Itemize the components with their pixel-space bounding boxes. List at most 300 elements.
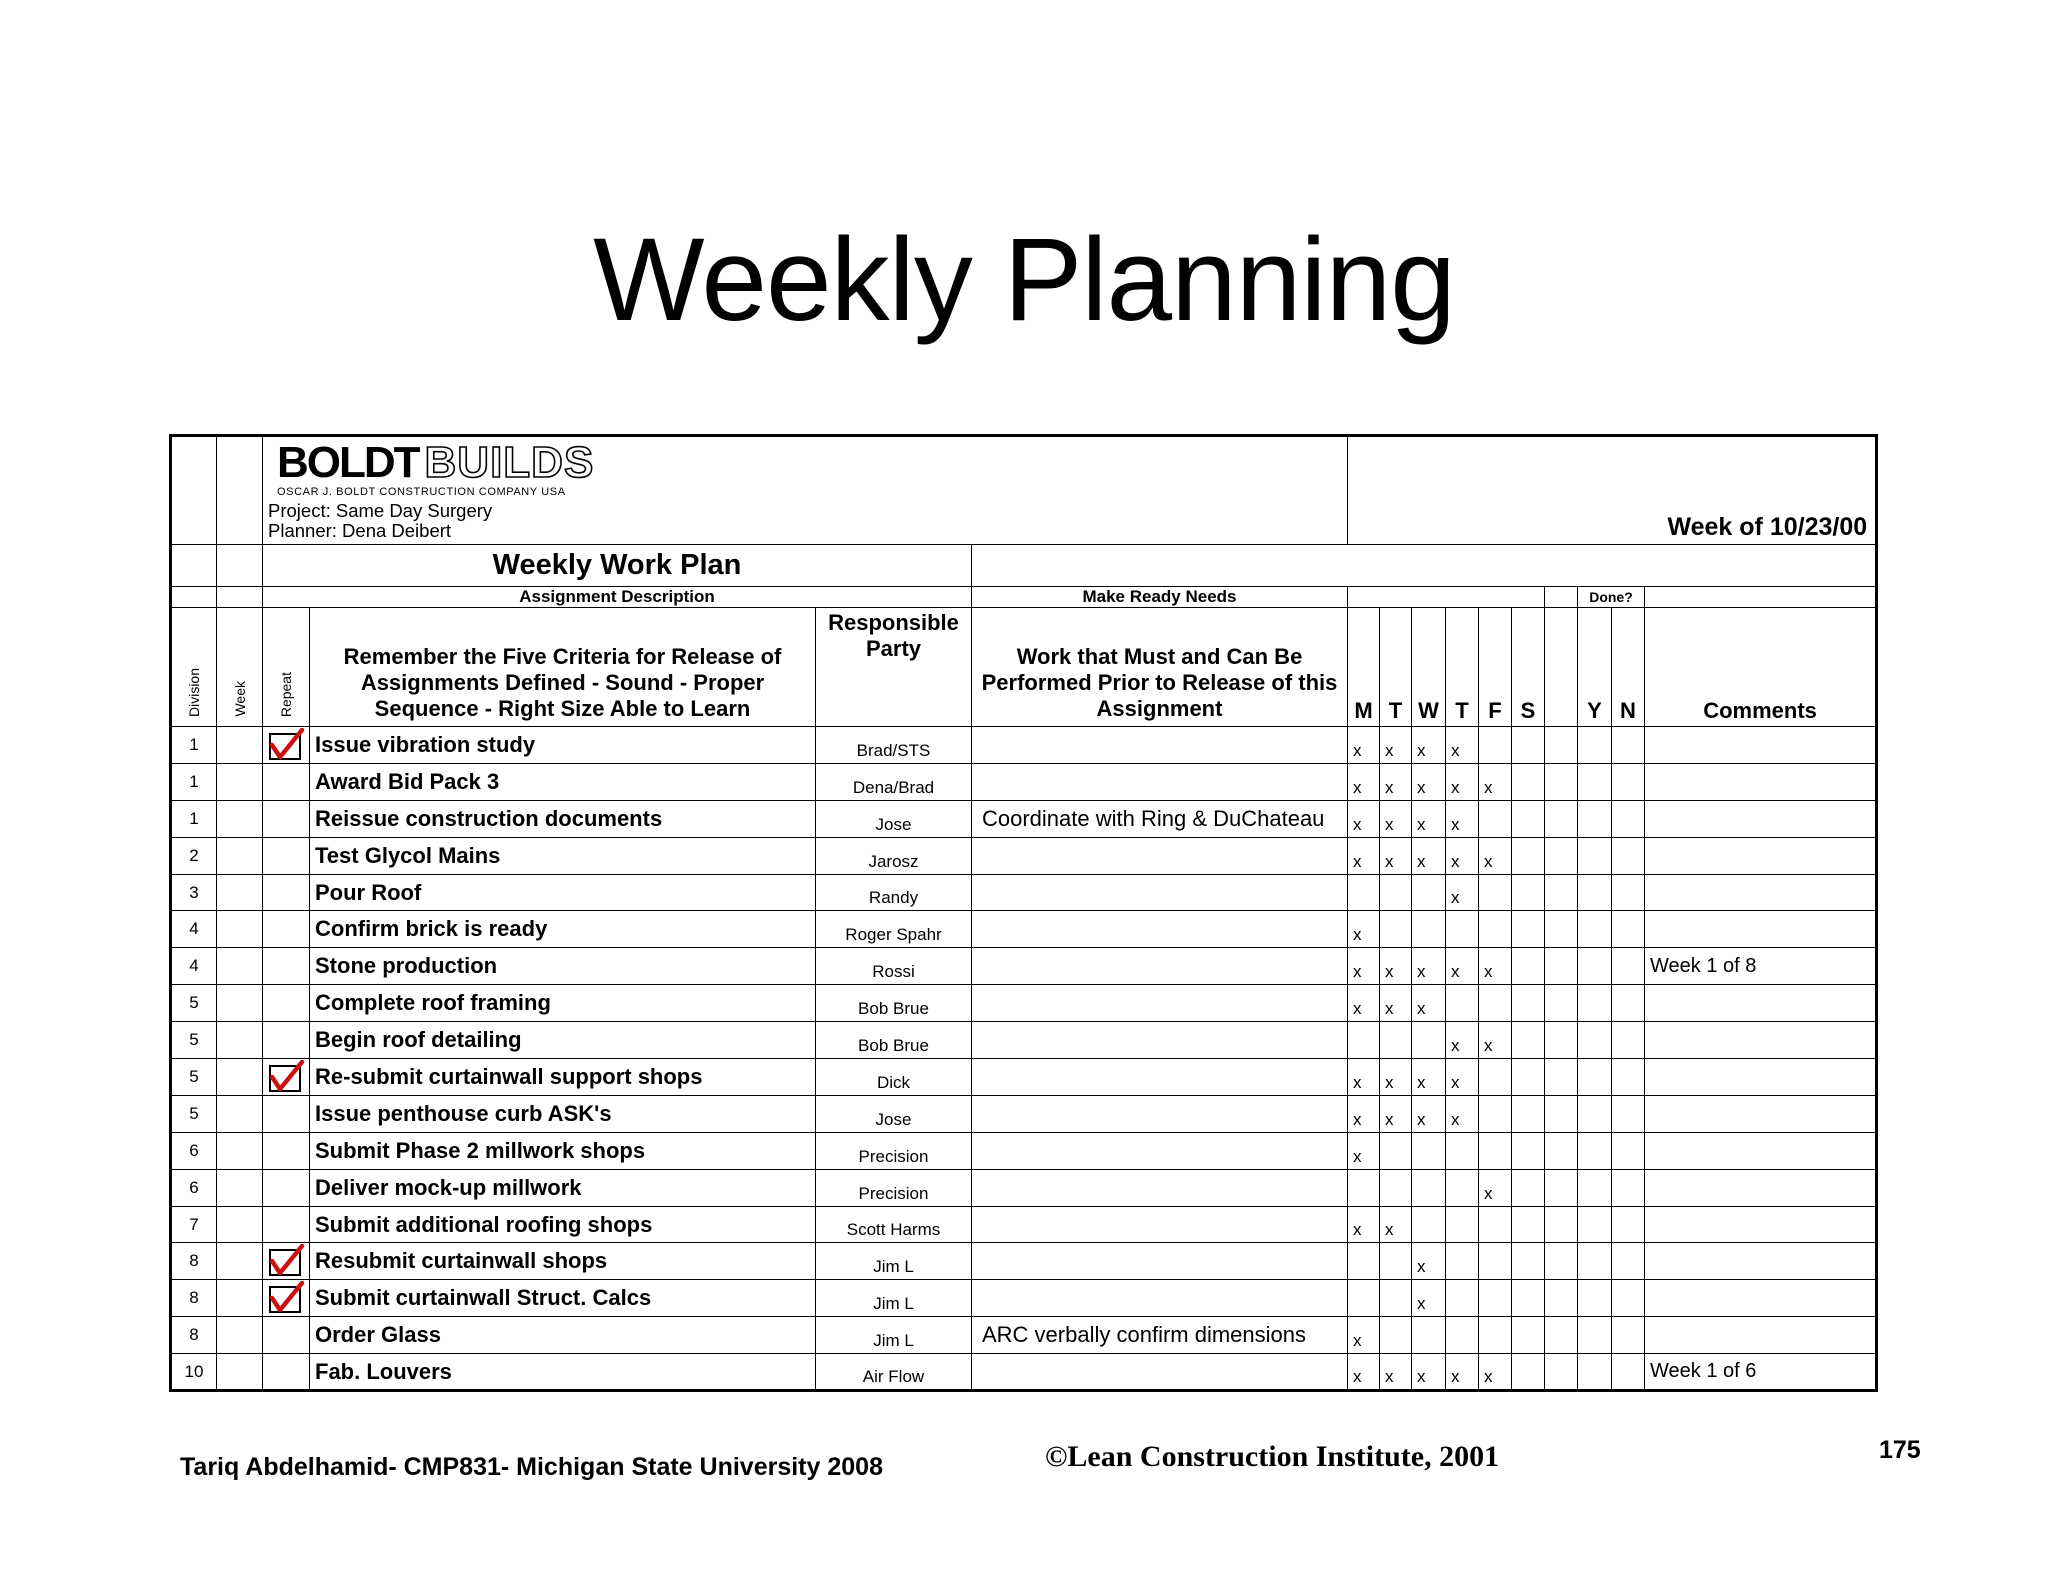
assignment-row xyxy=(171,985,1877,1022)
blank-cell xyxy=(1545,1354,1578,1391)
week-cell xyxy=(217,1169,263,1206)
task-cell: Fab. Louvers xyxy=(310,1354,816,1391)
division-cell: 1 xyxy=(171,763,217,800)
responsible-cell: Air Flow xyxy=(816,1354,972,1391)
blank-cell xyxy=(1545,948,1578,985)
day-cell-tue xyxy=(1380,911,1412,948)
done-yes-cell xyxy=(1578,1280,1612,1317)
page-number: 175 xyxy=(1879,1436,1921,1464)
division-cell: 5 xyxy=(171,1059,217,1096)
day-header-sat: S xyxy=(1512,608,1545,727)
day-cell-thu: x xyxy=(1446,1354,1479,1391)
task-cell: Deliver mock-up millwork xyxy=(310,1169,816,1206)
assignment-description-header: Assignment Description xyxy=(263,587,972,608)
day-cell-wed xyxy=(1412,874,1446,911)
make-ready-cell xyxy=(972,948,1348,985)
repeat-cell xyxy=(263,1132,310,1169)
day-cell-fri xyxy=(1479,800,1512,837)
done-yes-cell xyxy=(1578,1206,1612,1243)
day-cell-wed: x xyxy=(1412,1354,1446,1391)
week-cell xyxy=(217,911,263,948)
day-header-fri: F xyxy=(1479,608,1512,727)
done-no-cell xyxy=(1612,727,1645,764)
done-yes-cell xyxy=(1578,1022,1612,1059)
task-cell: Award Bid Pack 3 xyxy=(310,763,816,800)
task-cell: Stone production xyxy=(310,948,816,985)
repeat-header: Repeat xyxy=(263,608,310,727)
repeat-cell xyxy=(263,948,310,985)
day-cell-wed: x xyxy=(1412,763,1446,800)
repeat-cell xyxy=(263,911,310,948)
day-cell-sat xyxy=(1512,1280,1545,1317)
done-yes-cell xyxy=(1578,1059,1612,1096)
project-info xyxy=(268,501,492,541)
day-cell-mon: x xyxy=(1348,1059,1380,1096)
day-cell-sat xyxy=(1512,874,1545,911)
day-cell-thu xyxy=(1446,1243,1479,1280)
work-prior-header: Work that Must and Can Be Performed Prior to Release of this Assignment xyxy=(972,608,1348,727)
repeat-cell xyxy=(263,1095,310,1132)
day-cell-wed xyxy=(1412,1206,1446,1243)
day-cell-wed xyxy=(1412,1022,1446,1059)
division-cell: 5 xyxy=(171,985,217,1022)
blank-cell xyxy=(1545,1317,1578,1354)
day-cell-sat xyxy=(1512,911,1545,948)
day-cell-thu xyxy=(1446,1132,1479,1169)
blank-cell xyxy=(1545,837,1578,874)
assignment-row xyxy=(171,1022,1877,1059)
repeat-cell xyxy=(263,1169,310,1206)
day-cell-thu: x xyxy=(1446,874,1479,911)
assignment-row xyxy=(171,837,1877,874)
footer-course-credit: Tariq Abdelhamid- CMP831- Michigan State University 2008 xyxy=(180,1453,883,1481)
repeat-cell xyxy=(263,1354,310,1391)
assignment-row xyxy=(171,1169,1877,1206)
day-cell-mon: x xyxy=(1348,1095,1380,1132)
week-cell xyxy=(217,985,263,1022)
day-cell-mon xyxy=(1348,1022,1380,1059)
division-cell: 6 xyxy=(171,1132,217,1169)
logo-subtitle: OSCAR J. BOLDT CONSTRUCTION COMPANY USA xyxy=(277,486,566,498)
day-cell-thu xyxy=(1446,911,1479,948)
week-cell xyxy=(217,1059,263,1096)
day-cell-fri: x xyxy=(1479,1169,1512,1206)
day-cell-tue: x xyxy=(1380,985,1412,1022)
week-cell xyxy=(217,1022,263,1059)
responsible-cell: Dena/Brad xyxy=(816,763,972,800)
plan-title-row xyxy=(171,545,1877,587)
day-cell-mon: x xyxy=(1348,1132,1380,1169)
done-yes-cell xyxy=(1578,948,1612,985)
done-yes-cell xyxy=(1578,1354,1612,1391)
responsible-cell: Rossi xyxy=(816,948,972,985)
week-cell xyxy=(217,874,263,911)
blank-cell xyxy=(1545,1206,1578,1243)
assignment-row xyxy=(171,1095,1877,1132)
assignment-row xyxy=(171,1132,1877,1169)
blank-cell xyxy=(1545,763,1578,800)
make-ready-cell xyxy=(972,1169,1348,1206)
done-yes-cell xyxy=(1578,985,1612,1022)
day-cell-mon: x xyxy=(1348,763,1380,800)
done-no-cell xyxy=(1612,1317,1645,1354)
blank-cell xyxy=(1545,874,1578,911)
day-header-mon: M xyxy=(1348,608,1380,727)
repeat-cell xyxy=(263,1022,310,1059)
blank-cell xyxy=(972,545,1877,587)
day-cell-fri xyxy=(1479,985,1512,1022)
task-cell: Test Glycol Mains xyxy=(310,837,816,874)
assignment-row xyxy=(171,1354,1877,1391)
day-cell-tue xyxy=(1380,1317,1412,1354)
assignment-row xyxy=(171,948,1877,985)
day-header-thu: T xyxy=(1446,608,1479,727)
day-cell-fri xyxy=(1479,1317,1512,1354)
blank-cell xyxy=(171,587,217,608)
boldt-builds-logo xyxy=(277,438,595,498)
comments-cell xyxy=(1645,911,1877,948)
week-of: Week of 10/23/00 xyxy=(1348,436,1877,545)
day-cell-thu: x xyxy=(1446,1022,1479,1059)
make-ready-cell xyxy=(972,985,1348,1022)
day-cell-fri xyxy=(1479,1280,1512,1317)
done-no-cell xyxy=(1612,1354,1645,1391)
day-cell-sat xyxy=(1512,727,1545,764)
day-cell-thu: x xyxy=(1446,727,1479,764)
blank-cell xyxy=(217,436,263,545)
day-cell-wed: x xyxy=(1412,727,1446,764)
assignment-row xyxy=(171,800,1877,837)
comments-cell xyxy=(1645,1317,1877,1354)
day-cell-mon: x xyxy=(1348,800,1380,837)
make-ready-cell xyxy=(972,1022,1348,1059)
make-ready-cell xyxy=(972,727,1348,764)
day-cell-mon: x xyxy=(1348,985,1380,1022)
responsible-cell: Roger Spahr xyxy=(816,911,972,948)
day-cell-sat xyxy=(1512,1132,1545,1169)
blank-cell xyxy=(217,587,263,608)
repeat-check-icon xyxy=(266,728,306,762)
day-cell-wed xyxy=(1412,911,1446,948)
comments-cell: Week 1 of 8 xyxy=(1645,948,1877,985)
division-cell: 4 xyxy=(171,948,217,985)
repeat-cell xyxy=(263,727,310,764)
blank-cell xyxy=(217,545,263,587)
repeat-check-icon xyxy=(266,1281,306,1315)
division-cell: 5 xyxy=(171,1095,217,1132)
assignment-row xyxy=(171,1280,1877,1317)
day-cell-thu xyxy=(1446,1280,1479,1317)
division-header: Division xyxy=(171,608,217,727)
assignment-row xyxy=(171,911,1877,948)
responsible-cell: Precision xyxy=(816,1169,972,1206)
done-yes-header: Y xyxy=(1578,608,1612,727)
week-cell xyxy=(217,1317,263,1354)
comments-cell xyxy=(1645,800,1877,837)
task-cell: Order Glass xyxy=(310,1317,816,1354)
day-cell-thu: x xyxy=(1446,948,1479,985)
comments-cell xyxy=(1645,1132,1877,1169)
done-no-cell xyxy=(1612,1243,1645,1280)
day-cell-fri xyxy=(1479,1059,1512,1096)
day-cell-thu: x xyxy=(1446,1095,1479,1132)
week-cell xyxy=(217,1095,263,1132)
day-cell-wed: x xyxy=(1412,800,1446,837)
repeat-cell xyxy=(263,985,310,1022)
done-yes-cell xyxy=(1578,1095,1612,1132)
day-cell-mon: x xyxy=(1348,837,1380,874)
done-yes-cell xyxy=(1578,1132,1612,1169)
week-cell xyxy=(217,727,263,764)
task-cell: Begin roof detailing xyxy=(310,1022,816,1059)
day-cell-wed: x xyxy=(1412,1243,1446,1280)
task-cell: Complete roof framing xyxy=(310,985,816,1022)
responsible-cell: Jim L xyxy=(816,1243,972,1280)
day-cell-wed xyxy=(1412,1132,1446,1169)
division-cell: 7 xyxy=(171,1206,217,1243)
division-cell: 10 xyxy=(171,1354,217,1391)
day-cell-thu xyxy=(1446,985,1479,1022)
day-cell-fri xyxy=(1479,727,1512,764)
blank-cell xyxy=(1545,985,1578,1022)
comments-cell xyxy=(1645,874,1877,911)
day-cell-mon: x xyxy=(1348,1354,1380,1391)
done-header: Done? xyxy=(1578,587,1645,608)
make-ready-cell xyxy=(972,1243,1348,1280)
make-ready-cell xyxy=(972,1132,1348,1169)
done-yes-cell xyxy=(1578,911,1612,948)
day-cell-wed: x xyxy=(1412,1095,1446,1132)
day-cell-thu: x xyxy=(1446,763,1479,800)
division-cell: 8 xyxy=(171,1280,217,1317)
blank-cell xyxy=(1545,1280,1578,1317)
day-cell-sat xyxy=(1512,763,1545,800)
week-cell xyxy=(217,1354,263,1391)
done-no-header: N xyxy=(1612,608,1645,727)
week-cell xyxy=(217,1243,263,1280)
blank-cell xyxy=(171,545,217,587)
day-cell-mon xyxy=(1348,874,1380,911)
day-cell-thu: x xyxy=(1446,837,1479,874)
responsible-cell: Precision xyxy=(816,1132,972,1169)
weekly-work-plan-table xyxy=(169,434,1878,1392)
day-cell-sat xyxy=(1512,800,1545,837)
day-cell-wed xyxy=(1412,1169,1446,1206)
blank-cell xyxy=(1545,1022,1578,1059)
task-cell: Confirm brick is ready xyxy=(310,911,816,948)
five-criteria-header: Remember the Five Criteria for Release of Assignments Defined - Sound - Proper Sequence - Right Size Able to Learn xyxy=(310,608,816,727)
make-ready-cell xyxy=(972,1354,1348,1391)
repeat-cell xyxy=(263,837,310,874)
done-yes-cell xyxy=(1578,1243,1612,1280)
day-cell-fri: x xyxy=(1479,1022,1512,1059)
day-cell-tue: x xyxy=(1380,1059,1412,1096)
day-cell-sat xyxy=(1512,1243,1545,1280)
day-cell-fri xyxy=(1479,1243,1512,1280)
done-no-cell xyxy=(1612,763,1645,800)
day-cell-tue: x xyxy=(1380,1095,1412,1132)
day-cell-wed: x xyxy=(1412,948,1446,985)
day-cell-tue: x xyxy=(1380,763,1412,800)
division-cell: 8 xyxy=(171,1317,217,1354)
planner-name: Planner: Dena Deibert xyxy=(268,520,452,541)
division-cell: 4 xyxy=(171,911,217,948)
task-cell: Submit Phase 2 millwork shops xyxy=(310,1132,816,1169)
day-cell-wed: x xyxy=(1412,1059,1446,1096)
responsible-cell: Dick xyxy=(816,1059,972,1096)
day-cell-tue: x xyxy=(1380,800,1412,837)
assignment-row xyxy=(171,874,1877,911)
make-ready-cell: Coordinate with Ring & DuChateau xyxy=(972,800,1348,837)
task-cell: Pour Roof xyxy=(310,874,816,911)
day-cell-tue: x xyxy=(1380,1206,1412,1243)
day-header-wed: W xyxy=(1412,608,1446,727)
blank-cell xyxy=(1545,1132,1578,1169)
make-ready-cell xyxy=(972,1206,1348,1243)
day-cell-thu xyxy=(1446,1206,1479,1243)
repeat-cell xyxy=(263,1206,310,1243)
day-cell-mon: x xyxy=(1348,948,1380,985)
blank-cell xyxy=(1545,1095,1578,1132)
day-cell-mon xyxy=(1348,1280,1380,1317)
division-cell: 1 xyxy=(171,800,217,837)
division-cell: 6 xyxy=(171,1169,217,1206)
make-ready-cell xyxy=(972,1280,1348,1317)
day-cell-thu xyxy=(1446,1317,1479,1354)
day-cell-tue xyxy=(1380,1280,1412,1317)
day-cell-sat xyxy=(1512,1354,1545,1391)
day-cell-fri xyxy=(1479,911,1512,948)
assignment-row xyxy=(171,1059,1877,1096)
column-header-row xyxy=(171,608,1877,727)
day-cell-mon: x xyxy=(1348,1206,1380,1243)
task-cell: Submit curtainwall Struct. Calcs xyxy=(310,1280,816,1317)
comments-cell: Week 1 of 6 xyxy=(1645,1354,1877,1391)
day-cell-tue xyxy=(1380,1169,1412,1206)
weekly-work-plan-title: Weekly Work Plan xyxy=(263,545,972,587)
assignment-row xyxy=(171,727,1877,764)
task-cell: Issue penthouse curb ASK's xyxy=(310,1095,816,1132)
day-header-tue: T xyxy=(1380,608,1412,727)
day-cell-sat xyxy=(1512,1206,1545,1243)
repeat-cell xyxy=(263,1059,310,1096)
day-cell-fri: x xyxy=(1479,948,1512,985)
footer-copyright: ©Lean Construction Institute, 2001 xyxy=(1045,1440,1500,1473)
repeat-cell xyxy=(263,1317,310,1354)
week-cell xyxy=(217,1206,263,1243)
day-cell-mon: x xyxy=(1348,727,1380,764)
responsible-cell: Brad/STS xyxy=(816,727,972,764)
done-no-cell xyxy=(1612,911,1645,948)
make-ready-cell xyxy=(972,1059,1348,1096)
day-cell-mon: x xyxy=(1348,1317,1380,1354)
responsible-cell: Jim L xyxy=(816,1280,972,1317)
comments-cell xyxy=(1645,1243,1877,1280)
task-cell: Submit additional roofing shops xyxy=(310,1206,816,1243)
repeat-cell xyxy=(263,874,310,911)
make-ready-cell xyxy=(972,763,1348,800)
logo-word-builds: BUILDS xyxy=(424,438,595,487)
blank-cell xyxy=(1545,608,1578,727)
responsible-cell: Randy xyxy=(816,874,972,911)
day-cell-sat xyxy=(1512,1059,1545,1096)
task-cell: Reissue construction documents xyxy=(310,800,816,837)
done-no-cell xyxy=(1612,948,1645,985)
comments-cell xyxy=(1645,727,1877,764)
done-no-cell xyxy=(1612,1059,1645,1096)
comments-cell xyxy=(1645,837,1877,874)
day-cell-fri: x xyxy=(1479,763,1512,800)
day-cell-wed: x xyxy=(1412,985,1446,1022)
day-cell-mon xyxy=(1348,1243,1380,1280)
comments-cell xyxy=(1645,1206,1877,1243)
blank-cell xyxy=(1545,800,1578,837)
responsible-cell: Jim L xyxy=(816,1317,972,1354)
done-no-cell xyxy=(1612,800,1645,837)
logo-word-boldt: BOLDT xyxy=(277,438,419,487)
blank-cell xyxy=(1545,1243,1578,1280)
done-yes-cell xyxy=(1578,763,1612,800)
done-yes-cell xyxy=(1578,800,1612,837)
day-cell-sat xyxy=(1512,948,1545,985)
comments-header: Comments xyxy=(1645,608,1877,727)
week-cell xyxy=(217,800,263,837)
day-cell-sat xyxy=(1512,837,1545,874)
division-cell: 1 xyxy=(171,727,217,764)
division-cell: 2 xyxy=(171,837,217,874)
day-cell-tue xyxy=(1380,1132,1412,1169)
comments-cell xyxy=(1645,1059,1877,1096)
done-no-cell xyxy=(1612,1280,1645,1317)
week-cell xyxy=(217,837,263,874)
done-yes-cell xyxy=(1578,874,1612,911)
day-cell-sat xyxy=(1512,1169,1545,1206)
responsible-cell: Jose xyxy=(816,1095,972,1132)
section-header-row xyxy=(171,587,1877,608)
blank-cell xyxy=(171,436,217,545)
responsible-party-header: Responsible Party xyxy=(816,608,972,727)
week-cell xyxy=(217,763,263,800)
task-cell: Re-submit curtainwall support shops xyxy=(310,1059,816,1096)
week-cell xyxy=(217,948,263,985)
repeat-cell xyxy=(263,1243,310,1280)
responsible-cell: Bob Brue xyxy=(816,1022,972,1059)
done-no-cell xyxy=(1612,1169,1645,1206)
day-cell-tue: x xyxy=(1380,1354,1412,1391)
day-cell-tue: x xyxy=(1380,837,1412,874)
blank-cell xyxy=(1545,1169,1578,1206)
repeat-cell xyxy=(263,1280,310,1317)
day-cell-wed: x xyxy=(1412,837,1446,874)
responsible-cell: Jarosz xyxy=(816,837,972,874)
make-ready-needs-header: Make Ready Needs xyxy=(972,587,1348,608)
blank-cell xyxy=(1645,587,1877,608)
responsible-cell: Bob Brue xyxy=(816,985,972,1022)
division-cell: 3 xyxy=(171,874,217,911)
day-cell-sat xyxy=(1512,985,1545,1022)
comments-cell xyxy=(1645,985,1877,1022)
day-cell-thu xyxy=(1446,1169,1479,1206)
day-cell-thu: x xyxy=(1446,1059,1479,1096)
slide-title: Weekly Planning xyxy=(593,214,1455,346)
company-header-cell xyxy=(263,436,1348,545)
done-no-cell xyxy=(1612,985,1645,1022)
comments-cell xyxy=(1645,1022,1877,1059)
day-cell-mon: x xyxy=(1348,911,1380,948)
day-cell-fri: x xyxy=(1479,1354,1512,1391)
assignment-row xyxy=(171,1243,1877,1280)
day-cell-tue xyxy=(1380,1022,1412,1059)
